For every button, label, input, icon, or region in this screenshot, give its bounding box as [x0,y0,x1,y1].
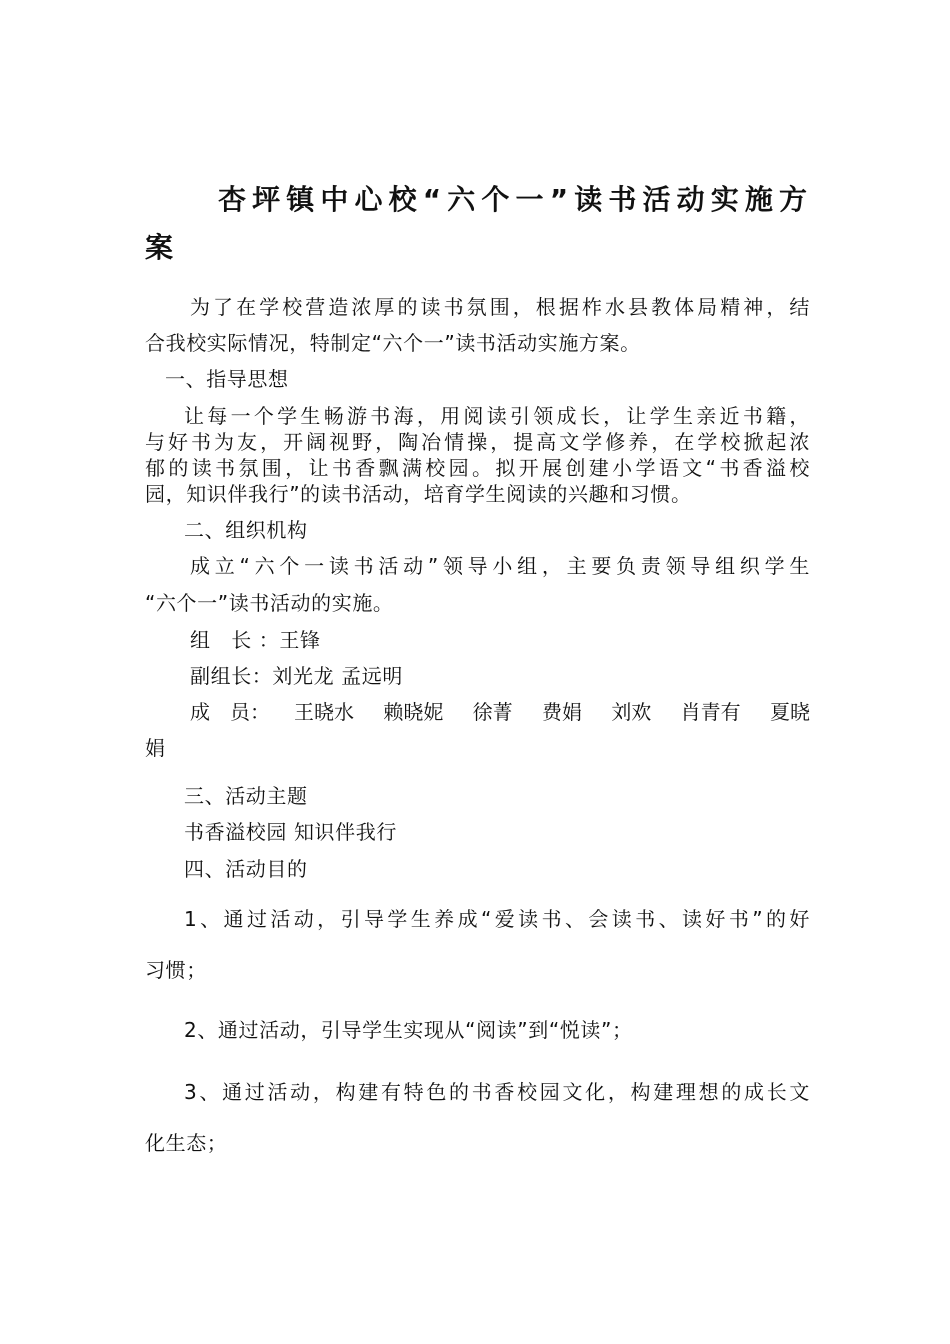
member-name: 王晓水 [294,700,354,724]
section-3-theme: 书香溢校园 知识伴我行 [184,820,397,844]
org-members-label: 成 员： [190,700,270,724]
member-name: 肖青有 [680,700,741,724]
section-2-heading: 二、组织机构 [184,518,308,542]
section-4-item-1-line-1: 1、通过活动，引导学生养成“爱读书、会读书、读好书”的好 [184,907,810,931]
member-name: 夏晓 [769,700,810,724]
section-4-heading: 四、活动目的 [184,857,308,881]
org-members-list [294,699,810,725]
section-1-heading: 一、指导思想 [165,367,289,391]
org-leader: 组 长 ：王锋 [190,628,321,652]
member-name: 徐菁 [472,700,513,724]
org-members-wrap: 娟 [145,736,166,760]
section-1-line-3: 郁的读书氛围，让书香飘满校园。拟开展创建小学语文“书香溢校 [145,456,810,480]
member-name: 赖晓妮 [383,700,444,724]
org-deputy: 副组长：刘光龙 孟远明 [190,664,403,688]
section-2-line-1: 成立“六个一读书活动”领导小组，主要负责领导组织学生 [190,554,810,578]
section-4-item-3-line-1: 3、通过活动，构建有特色的书香校园文化，构建理想的成长文 [184,1080,810,1104]
section-2-line-2: “六个一”读书活动的实施。 [145,591,394,615]
member-name: 刘欢 [611,700,652,724]
section-4-item-1-line-2: 习惯； [145,958,207,982]
document-title-line-2: 案 [145,231,177,264]
section-4-item-3-line-2: 化生态； [145,1131,228,1155]
section-1-line-1: 让每一个学生畅游书海，用阅读引领成长，让学生亲近书籍， [184,404,810,428]
section-3-heading: 三、活动主题 [184,784,308,808]
org-members-row [190,699,810,725]
intro-line-2: 合我校实际情况，特制定“六个一”读书活动实施方案。 [145,331,641,355]
section-1-line-2: 与好书为友，开阔视野，陶冶情操，提高文学修养，在学校掀起浓 [145,430,810,454]
document-title-line-1: 杏坪镇中心校“六个一”读书活动实施方 [218,183,810,216]
intro-line-1: 为了在学校营造浓厚的读书氛围，根据柞水县教体局精神，结 [190,295,810,319]
section-4-item-2: 2、通过活动，引导学生实现从“阅读”到“悦读”； [184,1018,633,1042]
section-1-line-4: 园，知识伴我行”的读书活动，培育学生阅读的兴趣和习惯。 [145,482,692,506]
member-name: 费娟 [541,700,582,724]
